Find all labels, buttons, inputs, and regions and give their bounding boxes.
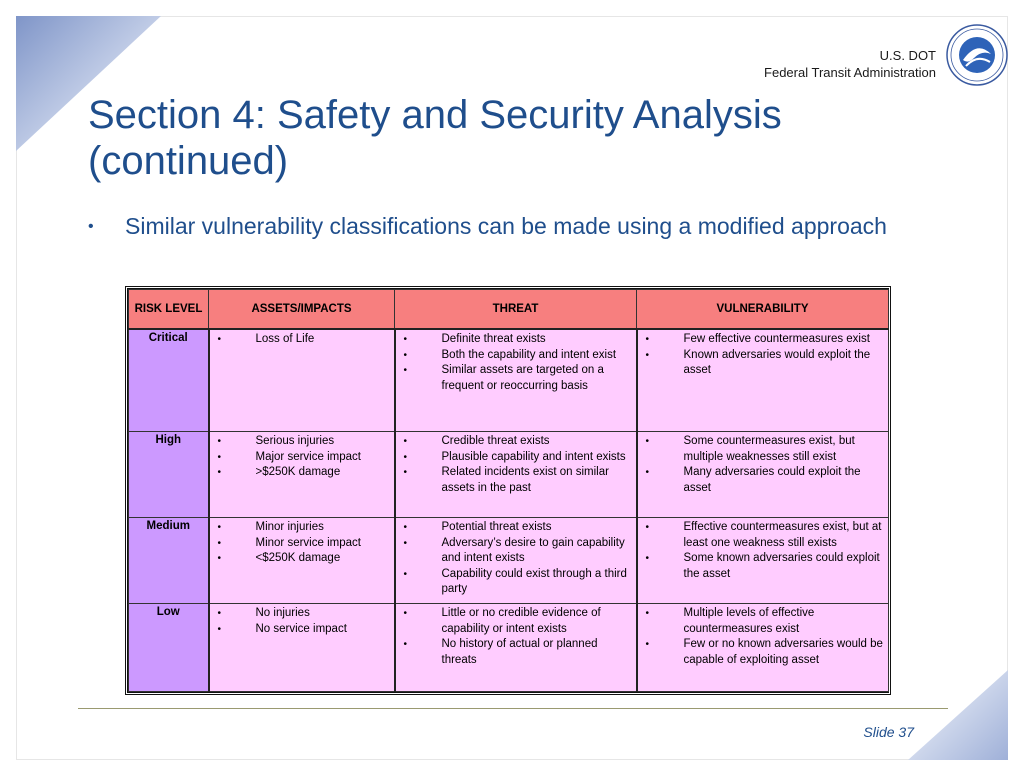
vulnerability-cell bbox=[637, 329, 889, 432]
bullet-marker: • bbox=[217, 522, 222, 533]
risk-level-cell: Critical bbox=[129, 329, 209, 432]
bullet-marker: • bbox=[403, 568, 408, 580]
list-item bbox=[642, 465, 885, 496]
list-item bbox=[642, 520, 885, 551]
list-item-text: Some countermeasures exist, but multiple weaknesses still exist bbox=[683, 435, 855, 463]
risk-level-cell: Medium bbox=[129, 518, 209, 604]
bullet-marker: • bbox=[645, 467, 650, 478]
bullet-marker: • bbox=[403, 522, 408, 533]
list-item bbox=[400, 348, 632, 364]
bullet-marker: • bbox=[403, 334, 408, 345]
vulnerability-list bbox=[642, 520, 885, 582]
list-item-text: Capability could exist through a third party bbox=[441, 567, 627, 595]
bullet-marker: • bbox=[645, 522, 650, 533]
assets-cell bbox=[209, 518, 395, 604]
bullet-marker: • bbox=[217, 334, 222, 345]
list-item-text: Adversary’s desire to gain capability and intent exists bbox=[441, 536, 625, 564]
list-item-text: Effective countermeasures exist, but at least one weakness still exists bbox=[683, 521, 882, 549]
organization-name bbox=[764, 47, 936, 81]
list-item-text: No injuries bbox=[255, 607, 310, 619]
assets-list bbox=[214, 332, 390, 348]
list-item-text: Loss of Life bbox=[255, 333, 315, 345]
list-item-text: Minor service impact bbox=[255, 536, 361, 549]
bullet-marker: • bbox=[88, 218, 94, 235]
table-row bbox=[129, 432, 889, 518]
threat-cell bbox=[395, 604, 637, 692]
vulnerability-cell bbox=[637, 518, 889, 604]
list-item bbox=[400, 637, 632, 668]
list-item bbox=[400, 536, 632, 567]
bullet-marker: • bbox=[403, 365, 408, 376]
vulnerability-list bbox=[642, 434, 885, 496]
list-item bbox=[400, 567, 632, 598]
vulnerability-cell bbox=[637, 432, 889, 518]
list-item bbox=[214, 606, 390, 622]
threat-list bbox=[400, 434, 632, 496]
bullet-marker: • bbox=[645, 349, 650, 361]
list-item-text: Some known adversaries could exploit the asset bbox=[683, 552, 880, 580]
bullet-point bbox=[88, 211, 908, 242]
list-item-text: Related incidents exist on similar assets in the past bbox=[441, 466, 609, 494]
threat-list bbox=[400, 606, 632, 668]
bullet-marker: • bbox=[403, 537, 408, 549]
list-item-text: Credible threat exists bbox=[441, 435, 550, 447]
list-item-text: <$250K damage bbox=[255, 552, 341, 564]
list-item bbox=[214, 465, 390, 481]
bullet-marker: • bbox=[217, 451, 222, 463]
list-item-text: Few or no known adversaries would be capable of exploiting asset bbox=[683, 638, 883, 666]
header-assets-impacts: ASSETS/IMPACTS bbox=[209, 290, 395, 330]
footer-divider bbox=[78, 708, 948, 709]
list-item bbox=[400, 332, 632, 348]
vulnerability-cell bbox=[637, 604, 889, 692]
list-item bbox=[214, 622, 390, 638]
bullet-marker: • bbox=[645, 639, 650, 650]
bullet-marker: • bbox=[403, 349, 408, 361]
threat-cell bbox=[395, 432, 637, 518]
threat-cell bbox=[395, 329, 637, 432]
list-item bbox=[642, 637, 885, 668]
bullet-marker: • bbox=[217, 553, 222, 564]
list-item-text: Many adversaries could exploit the asset bbox=[683, 466, 861, 494]
list-item-text: Multiple levels of effective countermeasures exist bbox=[683, 607, 815, 635]
vulnerability-list bbox=[642, 606, 885, 668]
list-item bbox=[400, 363, 632, 394]
vulnerability-list bbox=[642, 332, 885, 379]
list-item-text: Minor injuries bbox=[255, 521, 324, 533]
list-item-text: Major service impact bbox=[255, 450, 361, 463]
list-item bbox=[642, 606, 885, 637]
list-item bbox=[214, 332, 390, 348]
assets-list bbox=[214, 606, 390, 637]
risk-classification-table bbox=[128, 289, 889, 692]
list-item-text: Definite threat exists bbox=[441, 333, 546, 345]
list-item-text: Few effective countermeasures exist bbox=[683, 333, 870, 345]
list-item bbox=[214, 434, 390, 450]
risk-table-frame bbox=[125, 286, 891, 695]
bullet-marker: • bbox=[217, 467, 222, 478]
bullet-marker: • bbox=[403, 436, 408, 447]
list-item bbox=[214, 520, 390, 536]
threat-list bbox=[400, 332, 632, 394]
risk-level-cell: Low bbox=[129, 604, 209, 692]
list-item-text: Both the capability and intent exist bbox=[441, 348, 617, 361]
header-threat: THREAT bbox=[395, 290, 637, 330]
list-item-text: No history of actual or planned threats bbox=[441, 638, 598, 666]
list-item bbox=[642, 434, 885, 465]
bullet-marker: • bbox=[217, 623, 222, 635]
threat-cell bbox=[395, 518, 637, 604]
table-row bbox=[129, 604, 889, 692]
list-item bbox=[400, 520, 632, 536]
list-item bbox=[642, 332, 885, 348]
table-row bbox=[129, 329, 889, 432]
list-item bbox=[400, 465, 632, 496]
list-item bbox=[400, 450, 632, 466]
org-line-1: U.S. DOT bbox=[879, 48, 936, 63]
bullet-marker: • bbox=[217, 537, 222, 549]
assets-list bbox=[214, 434, 390, 481]
list-item-text: Known adversaries would exploit the asset bbox=[683, 348, 871, 376]
risk-level-cell: High bbox=[129, 432, 209, 518]
bullet-marker: • bbox=[217, 436, 222, 447]
list-item bbox=[214, 450, 390, 466]
bullet-text: Similar vulnerability classifications can be made using a modified approach bbox=[125, 213, 887, 239]
bullet-marker: • bbox=[645, 608, 650, 619]
list-item-text: Plausible capability and intent exists bbox=[441, 450, 626, 463]
header-risk-level: RISK LEVEL bbox=[129, 290, 209, 330]
bullet-marker: • bbox=[645, 436, 650, 447]
bullet-marker: • bbox=[403, 608, 408, 619]
bullet-marker: • bbox=[403, 639, 408, 650]
threat-list bbox=[400, 520, 632, 598]
list-item-text: Little or no credible evidence of capability or intent exists bbox=[441, 607, 601, 635]
list-item bbox=[642, 551, 885, 582]
table-row bbox=[129, 518, 889, 604]
slide-number: Slide 37 bbox=[863, 724, 914, 740]
list-item-text: Potential threat exists bbox=[441, 521, 552, 533]
assets-cell bbox=[209, 329, 395, 432]
list-item bbox=[642, 348, 885, 379]
list-item-text: Similar assets are targeted on a frequent or reoccurring basis bbox=[441, 364, 604, 392]
title-line-1: Section 4: Safety and Security Analysis bbox=[88, 93, 782, 137]
bullet-marker: • bbox=[645, 553, 650, 564]
bullet-marker: • bbox=[645, 334, 650, 345]
bullet-marker: • bbox=[403, 467, 408, 478]
dot-seal-logo bbox=[946, 24, 1008, 86]
bullet-marker: • bbox=[403, 451, 408, 463]
slide-title bbox=[88, 92, 908, 184]
list-item bbox=[400, 434, 632, 450]
assets-list bbox=[214, 520, 390, 567]
title-line-2: (continued) bbox=[88, 139, 289, 183]
assets-cell bbox=[209, 432, 395, 518]
bullet-marker: • bbox=[217, 608, 222, 619]
list-item bbox=[214, 536, 390, 552]
table-header-row bbox=[129, 290, 889, 330]
assets-cell bbox=[209, 604, 395, 692]
list-item-text: >$250K damage bbox=[255, 466, 341, 478]
table-body bbox=[129, 329, 889, 692]
list-item bbox=[214, 551, 390, 567]
list-item-text: No service impact bbox=[255, 622, 347, 635]
header-vulnerability: VULNERABILITY bbox=[637, 290, 889, 330]
list-item-text: Serious injuries bbox=[255, 435, 335, 447]
org-line-2: Federal Transit Administration bbox=[764, 65, 936, 80]
list-item bbox=[400, 606, 632, 637]
